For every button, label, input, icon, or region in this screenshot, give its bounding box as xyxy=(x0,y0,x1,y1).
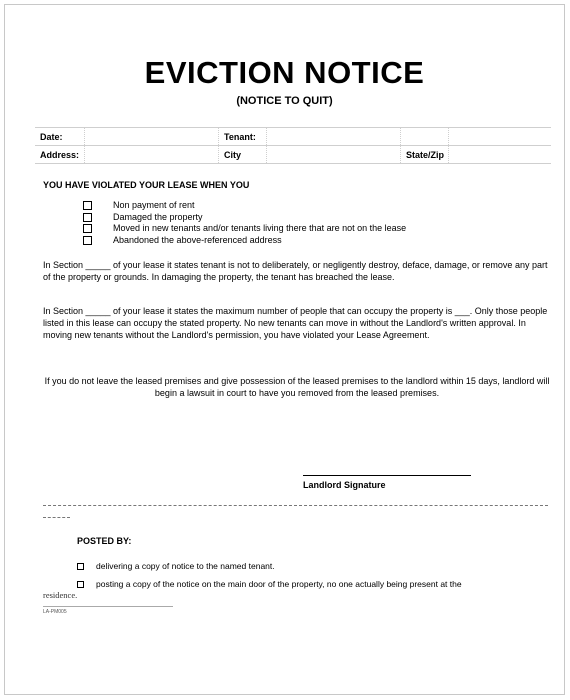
violation-label: Damaged the property xyxy=(113,211,203,222)
posted-option-deliver xyxy=(77,561,275,571)
date-label: Date: xyxy=(35,128,85,146)
violations-heading: YOU HAVE VIOLATED YOUR LEASE WHEN YOU xyxy=(43,180,250,190)
posted-option-label: delivering a copy of notice to the named tenant. xyxy=(96,561,275,571)
damage-paragraph: In Section _____ of your lease it states tenant is not to deliberately, or negligently destroy, deface, damage, or remove any part of the property or grounds. In damaging the property, the tenant has breached the lease. xyxy=(43,260,548,282)
warning-paragraph: If you do not leave the leased premises and give possession of the leased premises to the landlord within 15 days, landlord will begin a lawsuit in court to have you removed from the leased premises. xyxy=(44,376,550,398)
tenant-field[interactable] xyxy=(267,128,401,146)
cut-divider-continuation xyxy=(43,517,70,518)
checkbox[interactable] xyxy=(83,224,92,233)
violation-label: Abandoned the above-referenced address xyxy=(113,234,282,245)
violation-label: Moved in new tenants and/or tenants living there that are not on the lease xyxy=(113,223,407,233)
posted-by-heading: POSTED BY: xyxy=(77,536,132,546)
signature-label: Landlord Signature xyxy=(303,480,386,490)
occupancy-paragraph: In Section _____ of your lease it states the maximum number of people that can occupy the property is ___. Only those people listed in this lease can occupy the stated property. No new tenants can move in without the Landlord's written approval. In moving new tenants without the Landlord's permission, you have violated your Lease Agreement. xyxy=(43,306,548,340)
state-zip-field[interactable] xyxy=(449,146,552,164)
posted-option-door xyxy=(77,579,462,589)
document-page xyxy=(4,4,565,695)
state-zip-label: State/Zip xyxy=(401,146,449,164)
address-field[interactable] xyxy=(85,146,219,164)
checkbox[interactable] xyxy=(83,213,92,222)
posted-option-continuation: residence. xyxy=(43,590,78,600)
form-code: LA-PM005 xyxy=(43,609,67,615)
tenant-info-table xyxy=(35,127,551,164)
document-title: EVICTION NOTICE xyxy=(144,55,425,90)
posted-option-label: posting a copy of the notice on the main door of the property, no one actually being present at the xyxy=(96,579,462,589)
tenant-label: Tenant: xyxy=(219,128,267,146)
footer-rule xyxy=(43,606,173,607)
checkbox[interactable] xyxy=(83,236,92,245)
checkbox[interactable] xyxy=(77,563,84,570)
signature-line[interactable] xyxy=(303,475,471,476)
info-row-address xyxy=(35,146,551,164)
cut-divider xyxy=(43,505,548,506)
city-label: City xyxy=(219,146,267,164)
info-row-date xyxy=(35,128,551,146)
date-field[interactable] xyxy=(85,128,219,146)
info-cell-empty xyxy=(449,128,552,146)
city-field[interactable] xyxy=(267,146,401,164)
checkbox[interactable] xyxy=(77,581,84,588)
info-cell-empty xyxy=(401,128,449,146)
address-label: Address: xyxy=(35,146,85,164)
violation-label: Non payment of rent xyxy=(113,200,195,210)
checkbox[interactable] xyxy=(83,201,92,210)
document-subtitle: (NOTICE TO QUIT) xyxy=(236,95,333,107)
